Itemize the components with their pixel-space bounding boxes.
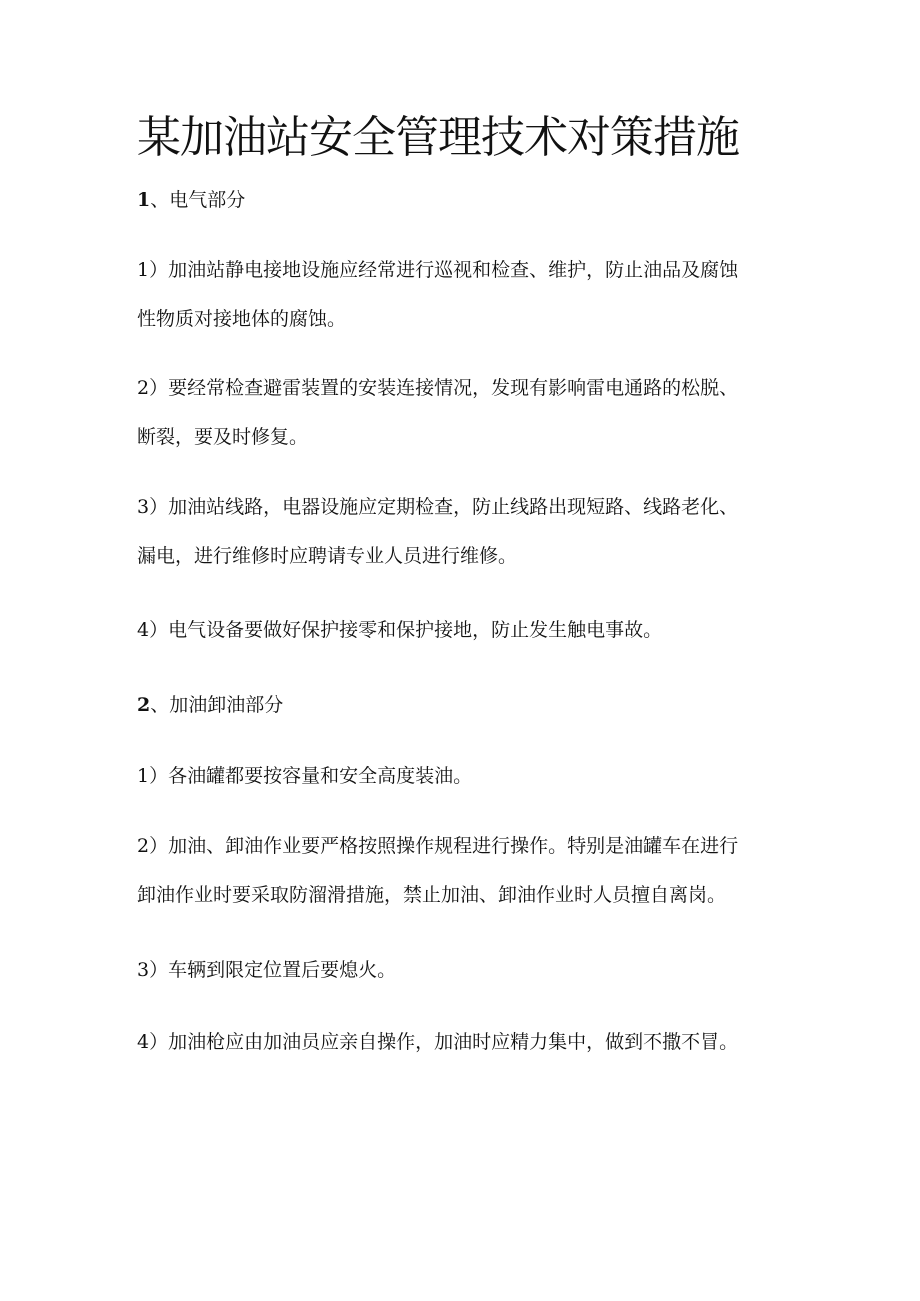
section-heading-text: 、电气部分 (150, 189, 246, 211)
paragraph-line: 2）加油、卸油作业要严格按照操作规程进行操作。特别是油罐车在进行 (137, 835, 739, 857)
document-title: 某加油站安全管理技术对策措施 (137, 112, 739, 163)
paragraph-line: 漏电，进行维修时应聘请专业人员进行维修。 (137, 545, 518, 567)
paragraph-item (137, 246, 787, 344)
paragraph-line: 2）要经常检查避雷装置的安装连接情况，发现有影响雷电通路的松脱、 (137, 377, 739, 399)
section-number: 1 (137, 189, 151, 211)
section-number: 2 (137, 694, 151, 716)
paragraph-line: 性物质对接地体的腐蚀。 (137, 308, 347, 330)
paragraph-item (137, 946, 787, 995)
paragraph-item (137, 1018, 787, 1067)
paragraph-item (137, 822, 787, 920)
paragraph-item (137, 483, 787, 581)
section-heading-text: 、加油卸油部分 (150, 694, 284, 716)
section-heading-electrical (137, 187, 245, 213)
paragraph-line: 4）加油枪应由加油员应亲自操作，加油时应精力集中，做到不撒不冒。 (137, 1031, 739, 1053)
paragraph-item (137, 364, 787, 462)
section-heading-refuel-unload (137, 692, 283, 718)
paragraph-line: 断裂，要及时修复。 (137, 426, 309, 448)
paragraph-line: 卸油作业时要采取防溜滑措施，禁止加油、卸油作业时人员擅自离岗。 (137, 884, 727, 906)
paragraph-line: 3）车辆到限定位置后要熄火。 (137, 959, 397, 981)
paragraph-item (137, 606, 787, 655)
paragraph-item (137, 752, 787, 801)
paragraph-line: 1）各油罐都要按容量和安全高度装油。 (137, 765, 473, 787)
paragraph-line: 3）加油站线路，电器设施应定期检查，防止线路出现短路、线路老化、 (137, 496, 739, 518)
paragraph-line: 1）加油站静电接地设施应经常进行巡视和检查、维护，防止油品及腐蚀 (137, 259, 739, 281)
paragraph-line: 4）电气设备要做好保护接零和保护接地，防止发生触电事故。 (137, 619, 663, 641)
